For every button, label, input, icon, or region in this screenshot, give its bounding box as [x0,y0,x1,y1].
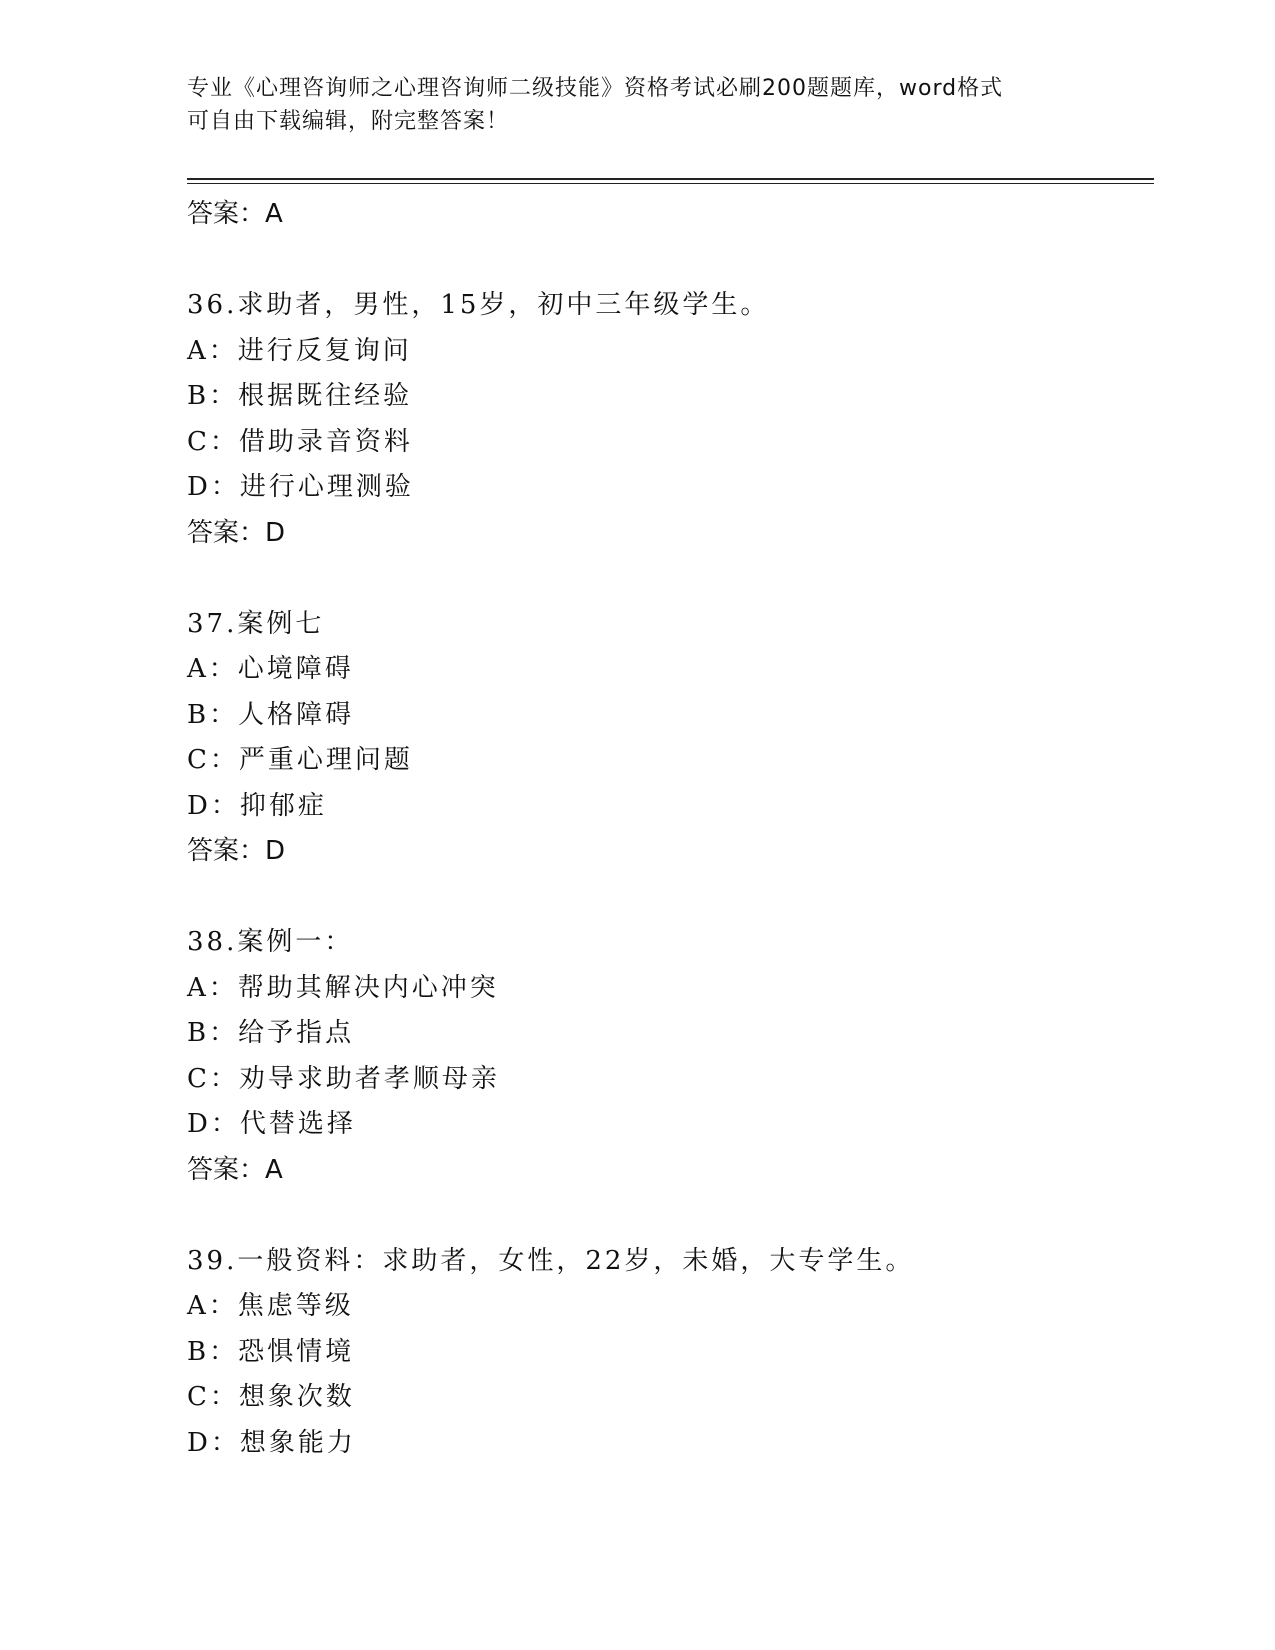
option-c: C：严重心理问题 [187,745,413,775]
header-line-1: 专业《心理咨询师之心理咨询师二级技能》资格考试必刷200题题库，word格式 [187,76,1004,101]
answer-previous: 答案：A [187,199,283,229]
option-b: B：人格障碍 [187,699,355,730]
option-a: A：进行反复询问 [187,335,412,366]
option-c: C：劝导求助者孝顺母亲 [187,1063,500,1094]
option-b: B：给予指点 [187,1018,355,1048]
option-b: B：根据既往经验 [187,381,413,411]
option-a: A：心境障碍 [187,654,354,684]
option-b: B：恐惧情境 [187,1336,355,1367]
question-text: 39.一般资料：求助者，女性，22岁，未婚，大专学生。 [187,1245,915,1276]
answer: 答案：A [187,1154,283,1185]
question-36 [187,283,1154,556]
question-text: 36.求助者，男性，15岁，初中三年级学生。 [187,290,770,320]
option-d: D：想象能力 [187,1427,356,1458]
option-d: D：进行心理测验 [187,472,414,502]
question-39 [187,1239,1154,1467]
question-list [187,192,1154,1466]
option-c: C：借助录音资料 [187,426,413,457]
answer: 答案：D [187,517,286,548]
option-d: D：代替选择 [187,1109,356,1139]
option-a: A：焦虑等级 [187,1291,354,1321]
header-line-2: 可自由下载编辑，附完整答案！ [187,109,510,134]
header-divider-thick [187,178,1154,180]
option-a: A：帮助其解决内心冲突 [187,972,499,1003]
document-header [187,72,1087,138]
question-text: 38.案例一： [187,927,354,957]
question-38 [187,920,1154,1193]
option-d: D：抑郁症 [187,790,327,821]
header-divider-thin [187,183,1154,184]
question-text: 37.案例七 [187,608,325,639]
option-c: C：想象次数 [187,1382,355,1412]
question-37 [187,602,1154,875]
answer: 答案：D [187,836,286,866]
